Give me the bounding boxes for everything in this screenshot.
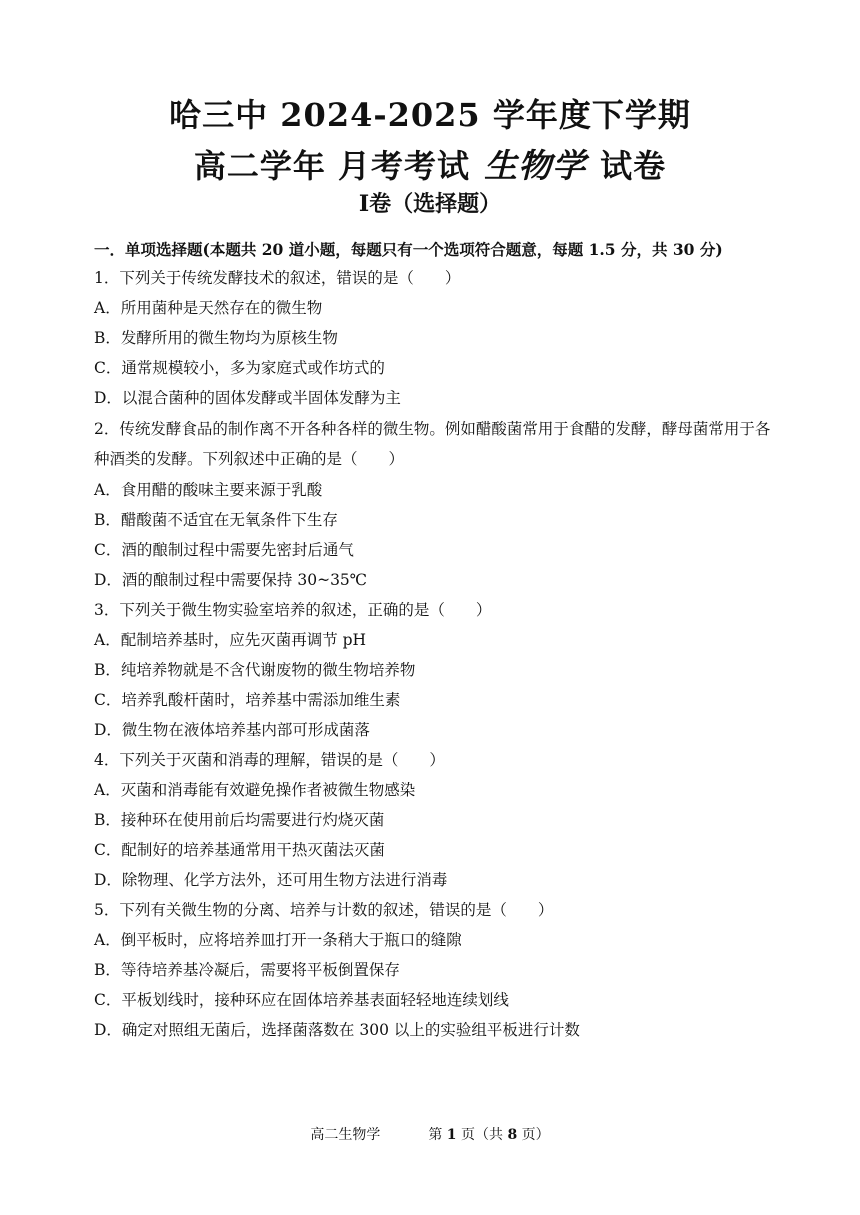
question-4-option-b: B．接种环在使用前后均需要进行灼烧灭菌 <box>94 811 385 829</box>
footer-page-suffix: 页） <box>521 1127 550 1143</box>
question-2-stem: 2．传统发酵食品的制作离不开各种各样的微生物。例如醋酸菌常用于食醋的发酵，酵母菌常用于各种酒类的发酵。下列叙述中正确的是（ ） <box>94 420 771 468</box>
question-1-option-a: A．所用菌种是天然存在的微生物 <box>94 299 323 317</box>
question-4-option-a: A．灭菌和消毒能有效避免操作者被微生物感染 <box>94 781 416 799</box>
question-2-option-a: A．食用醋的酸味主要来源于乳酸 <box>94 481 323 499</box>
question-1-option-b: B．发酵所用的微生物均为原核生物 <box>94 329 338 347</box>
question-2-option-b: B．醋酸菌不适宜在无氧条件下生存 <box>94 511 338 529</box>
footer-course: 高二生物学 <box>310 1127 381 1143</box>
question-2-option-d: D．酒的酿制过程中需要保持 30~35℃ <box>94 571 368 589</box>
question-3-option-b: B．纯培养物就是不含代谢废物的微生物培养物 <box>94 661 416 679</box>
footer-page-mid: 页（共 <box>461 1127 503 1143</box>
question-5-stem: 5．下列有关微生物的分离、培养与计数的叙述，错误的是（ ） <box>94 901 554 919</box>
question-4-option-c: C．配制好的培养基通常用干热灭菌法灭菌 <box>94 841 385 859</box>
footer-page-number: 1 <box>446 1127 457 1143</box>
exam-subtitle-suffix: 试卷 <box>600 147 667 185</box>
question-3-option-d: D．微生物在液体培养基内部可形成菌落 <box>94 721 370 739</box>
footer-page-prefix: 第 <box>428 1127 443 1143</box>
volume-title: Ⅰ卷（选择题） <box>358 191 502 217</box>
question-5-option-b: B．等待培养基冷凝后，需要将平板倒置保存 <box>94 961 400 979</box>
page-footer <box>0 1124 860 1144</box>
question-1-option-d: D．以混合菌种的固体发酵或半固体发酵为主 <box>94 389 401 407</box>
question-5-option-d: D．确定对照组无菌后，选择菌落数在 300 以上的实验组平板进行计数 <box>94 1021 580 1039</box>
question-5-option-a: A．倒平板时，应将培养皿打开一条稍大于瓶口的缝隙 <box>94 931 462 949</box>
exam-subtitle <box>0 140 860 187</box>
question-2-option-c: C．酒的酿制过程中需要先密封后通气 <box>94 541 354 559</box>
exam-subject: 生物学 <box>484 146 587 185</box>
question-1-option-c: C．通常规模较小，多为家庭式或作坊式的 <box>94 359 385 377</box>
question-1-stem: 1．下列关于传统发酵技术的叙述，错误的是（ ） <box>94 269 461 287</box>
question-3-option-c: C．培养乳酸杆菌时，培养基中需添加维生素 <box>94 691 401 709</box>
section-heading: 一．单项选择题(本题共 20 道小题，每题只有一个选项符合题意，每题 1.5 分，共 30 分) <box>94 240 723 259</box>
question-4-option-d: D．除物理、化学方法外，还可用生物方法进行消毒 <box>94 871 448 889</box>
question-3-option-a: A．配制培养基时，应先灭菌再调节 pH <box>94 631 367 649</box>
question-3-stem: 3．下列关于微生物实验室培养的叙述，正确的是（ ） <box>94 601 492 619</box>
question-5-option-c: C．平板划线时，接种环应在固体培养基表面轻轻地连续划线 <box>94 991 509 1009</box>
footer-page-total: 8 <box>507 1127 518 1143</box>
exam-title: 哈三中 2024-2025 学年度下学期 <box>169 96 691 134</box>
question-4-stem: 4．下列关于灭菌和消毒的理解，错误的是（ ） <box>94 751 445 769</box>
exam-subtitle-prefix: 高二学年 月考考试 <box>193 147 471 185</box>
